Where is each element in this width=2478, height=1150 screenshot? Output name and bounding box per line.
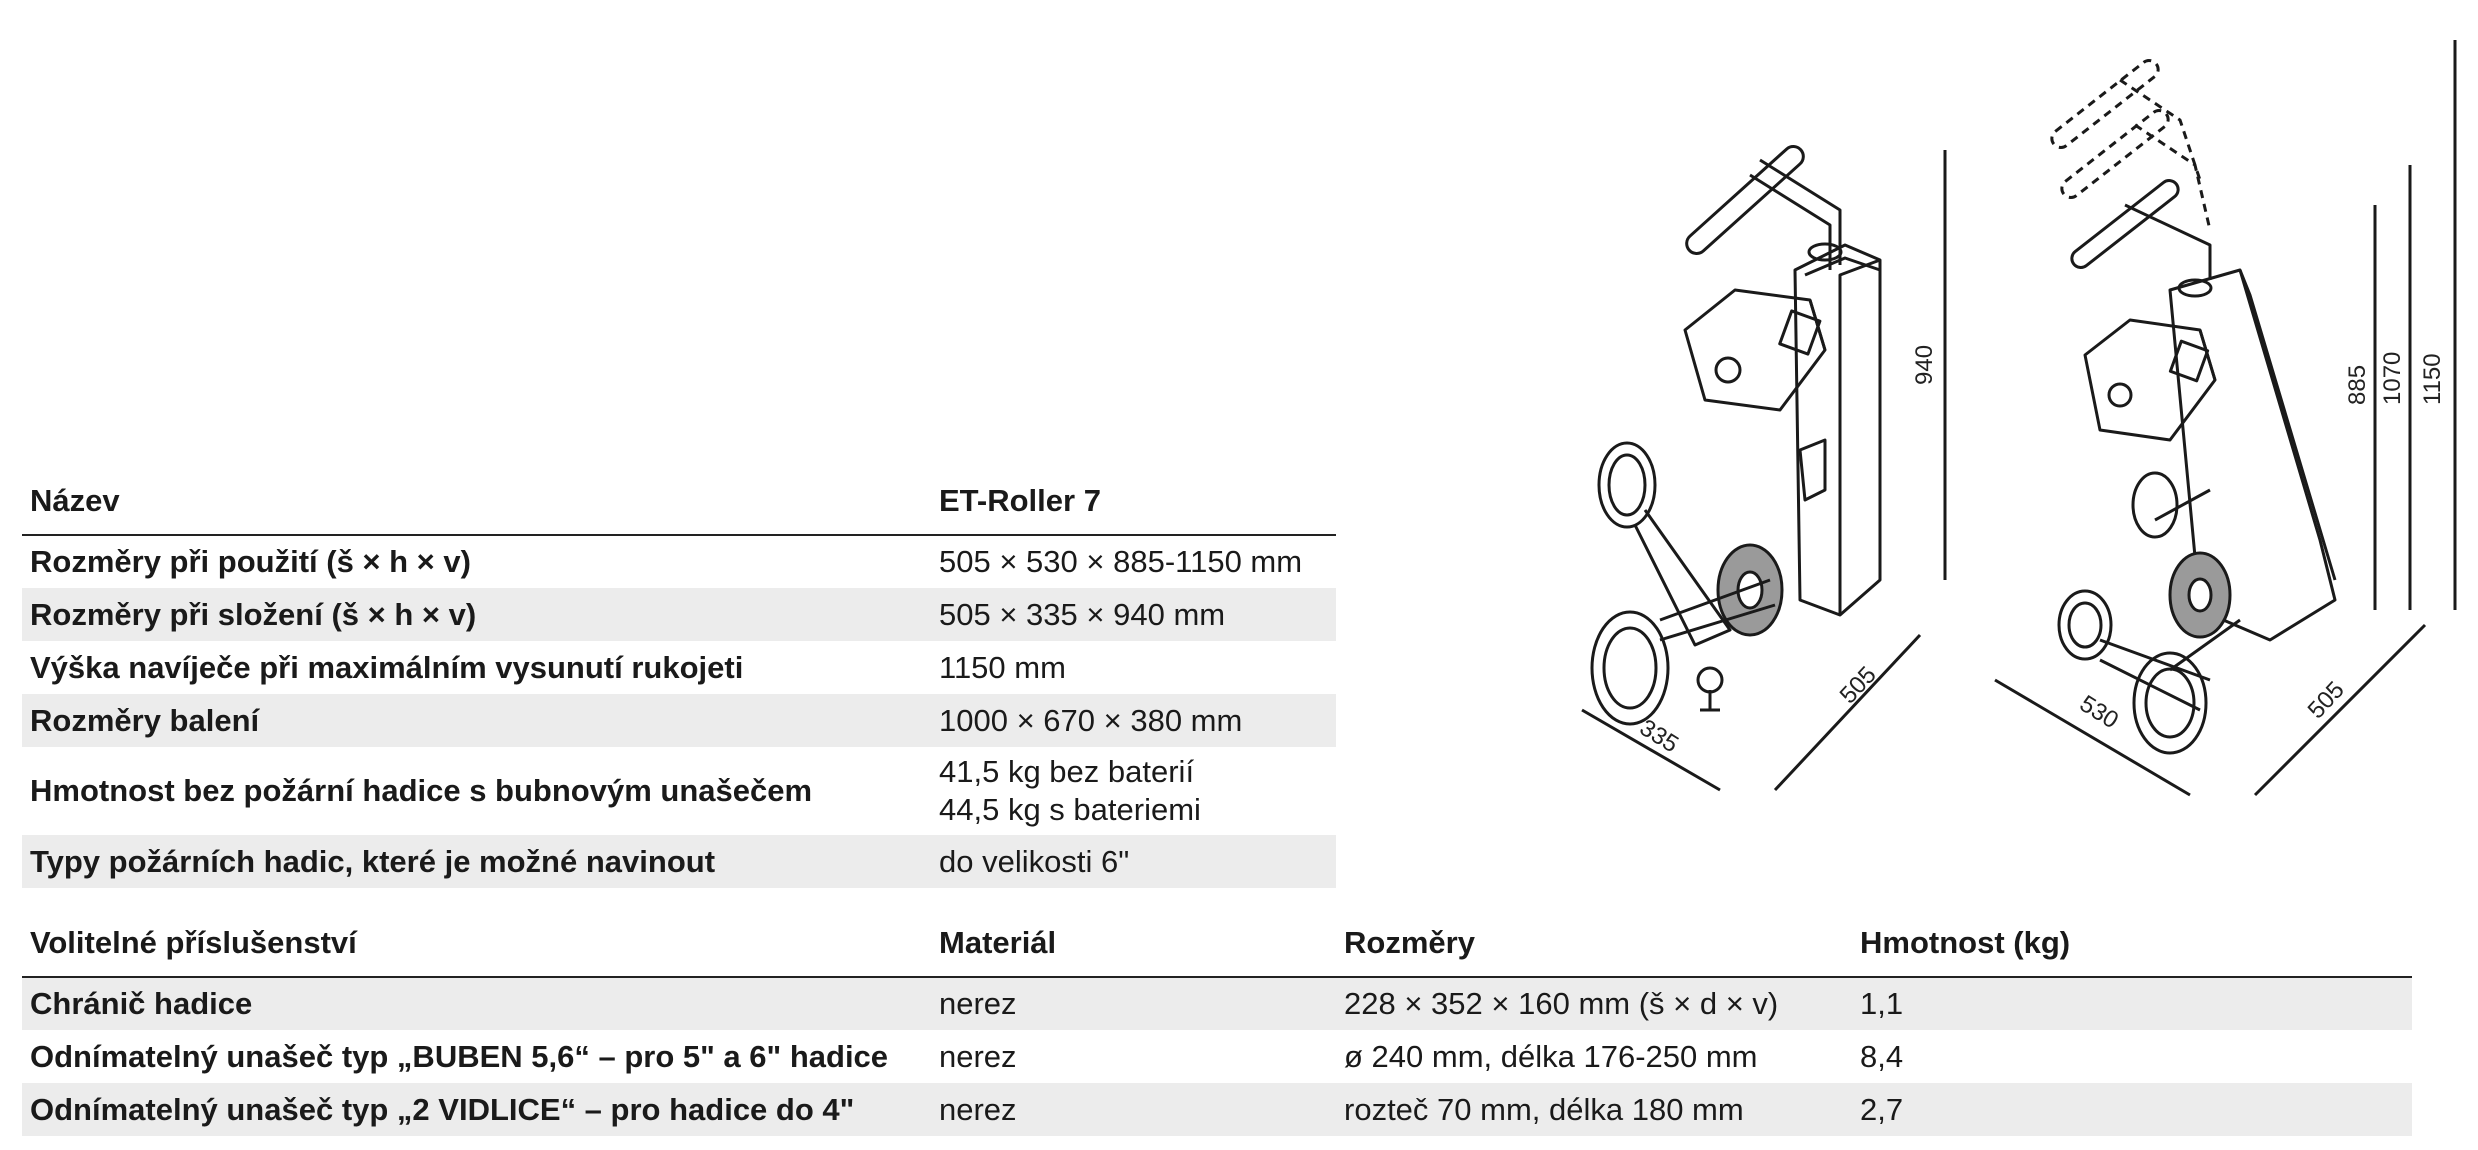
table-row — [22, 641, 1336, 694]
table-row — [22, 1083, 2412, 1136]
acc-header-dimensions: Rozměry — [1336, 910, 1852, 977]
spec-label: Výška navíječe při maximálním vysunutí rukojeti — [30, 649, 744, 685]
table-row — [22, 1030, 2412, 1083]
acc-name: Odnímatelný unašeč typ „BUBEN 5,6“ – pro 5" a 6" hadice — [30, 1038, 889, 1074]
specs-header-value: ET-Roller 7 — [931, 468, 1336, 535]
accessories-header-row — [22, 910, 2412, 977]
spec-value: do velikosti 6" — [939, 843, 1130, 879]
acc-weight: 8,4 — [1860, 1038, 1904, 1074]
folded-height-label: 940 — [1911, 344, 1938, 385]
spec-value: 1150 mm — [939, 649, 1066, 685]
unfolded-unit-illustration — [2048, 57, 2335, 753]
spec-label: Rozměry balení — [30, 702, 260, 738]
acc-dimensions: 228 × 352 × 160 mm (š × d × v) — [1344, 986, 1779, 1021]
spec-value: 505 × 335 × 940 mm — [939, 596, 1226, 632]
acc-header-name: Volitelné příslušenství — [22, 910, 931, 977]
unfolded-width-label: 505 — [2302, 676, 2350, 725]
table-row — [22, 694, 1336, 747]
spec-value: 1000 × 670 × 380 mm — [939, 702, 1243, 738]
spec-label: Hmotnost bez požární hadice s bubnovým unašečem — [30, 773, 813, 808]
acc-name: Chránič hadice — [30, 986, 253, 1021]
acc-material: nerez — [939, 1038, 1017, 1074]
acc-name: Odnímatelný unašeč typ „2 VIDLICE“ – pro hadice do 4" — [30, 1091, 855, 1127]
table-row — [22, 588, 1336, 641]
acc-header-material: Materiál — [931, 910, 1336, 977]
unfolded-depth-label: 530 — [2074, 690, 2124, 735]
folded-unit-illustration — [1592, 142, 1880, 724]
acc-material: nerez — [939, 1091, 1017, 1127]
folded-depth-label: 335 — [1634, 714, 1684, 759]
specs-header-row — [22, 468, 1336, 535]
folded-width-label: 505 — [1834, 661, 1882, 710]
acc-weight: 1,1 — [1860, 986, 1904, 1021]
accessories-table — [22, 910, 2412, 1136]
specifications-table — [22, 468, 1336, 888]
table-row — [22, 535, 1336, 588]
acc-dimensions: ø 240 mm, délka 176-250 mm — [1344, 1038, 1758, 1074]
acc-weight: 2,7 — [1860, 1091, 1904, 1127]
spec-label: Rozměry při složení (š × h × v) — [30, 596, 477, 632]
spec-value — [931, 747, 1336, 835]
table-row — [22, 977, 2412, 1030]
acc-material: nerez — [939, 986, 1017, 1021]
acc-header-weight: Hmotnost (kg) — [1852, 910, 2412, 977]
spec-value-line: 44,5 kg s bateriemi — [939, 792, 1201, 827]
spec-value: 505 × 530 × 885-1150 mm — [939, 544, 1303, 579]
spec-value-line: 41,5 kg bez baterií — [939, 754, 1195, 789]
table-row — [22, 747, 1336, 835]
specs-header-name: Název — [22, 468, 931, 535]
acc-dimensions: rozteč 70 mm, délka 180 mm — [1344, 1091, 1744, 1127]
product-dimension-drawing — [1560, 20, 2460, 810]
unfolded-height-min-label: 885 — [2344, 364, 2371, 405]
unfolded-height-mid-label: 1070 — [2379, 351, 2406, 405]
unfolded-height-max-label: 1150 — [2419, 353, 2446, 405]
spec-label: Rozměry při použití (š × h × v) — [30, 544, 471, 579]
spec-label: Typy požárních hadic, které je možné navinout — [30, 843, 716, 879]
table-row — [22, 835, 1336, 888]
